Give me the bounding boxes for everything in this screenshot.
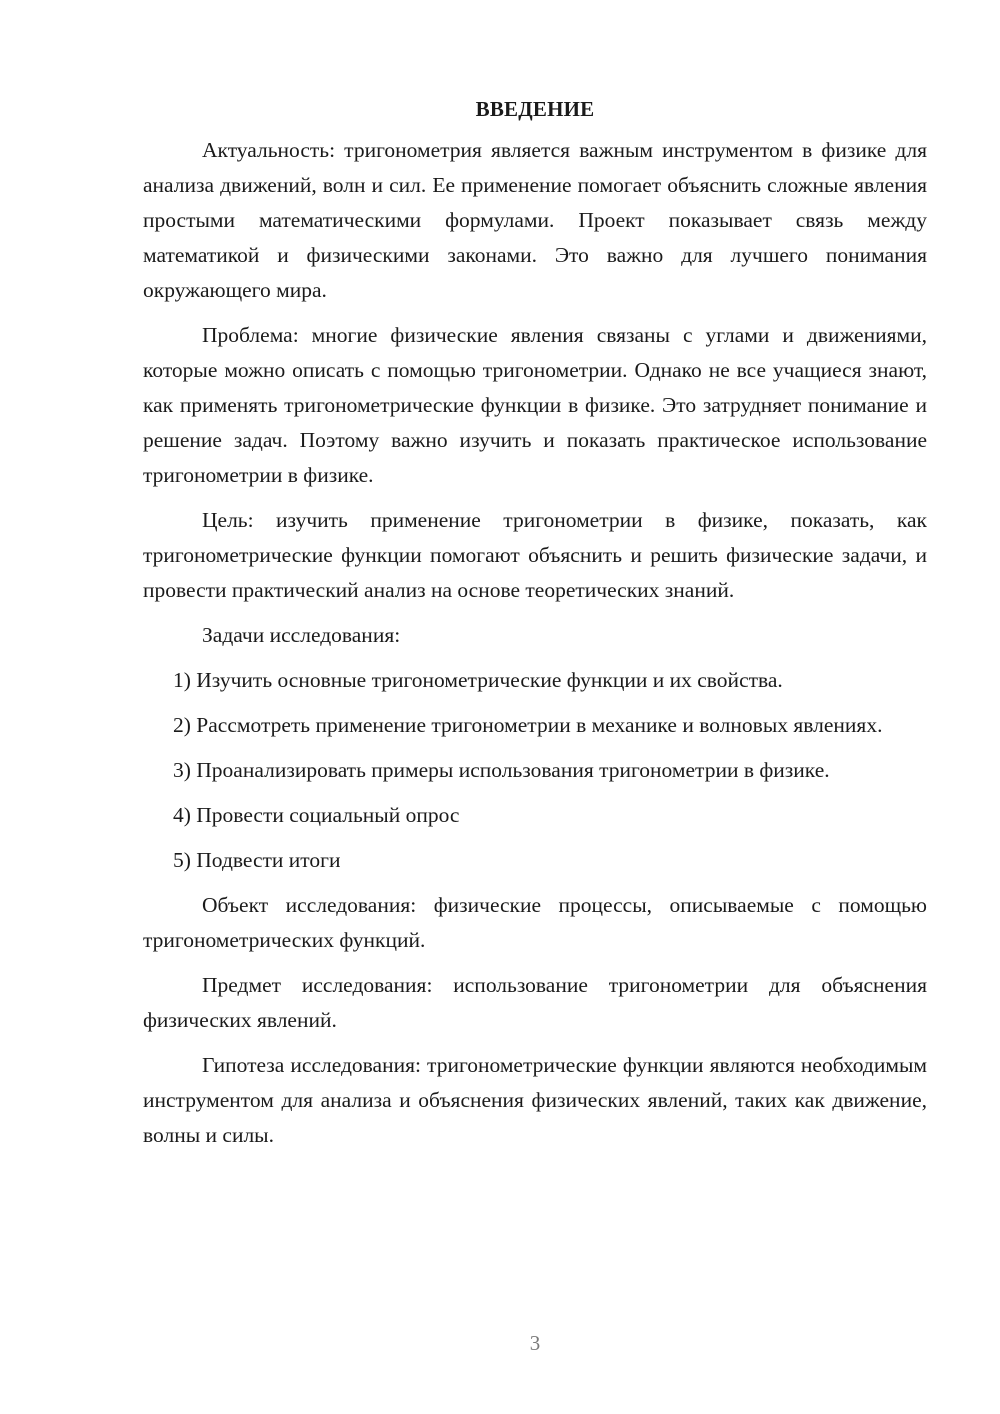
page-content <box>143 92 927 1163</box>
task-item-5: 5) Подвести итоги <box>173 848 341 872</box>
subject-paragraph: Предмет исследования: использование тригонометрии для объяснения физических явлений. <box>143 973 927 1032</box>
relevance-paragraph: Актуальность: тригонометрия является важным инструментом в физике для анализа движений, волн и сил. Ее применение помогает объяснить сложные явления простыми математическими формулами. Проект показывает связь между математикой и физическими законами. Это важно для лучшего понимания окружающего мира. <box>143 138 927 302</box>
problem-paragraph: Проблема: многие физические явления связаны с углами и движениями, которые можно описать с помощью тригонометрии. Однако не все учащиеся знают, как применять тригонометрические функции в физике. Это затрудняет понимание и решение задач. Поэтому важно изучить и показать практическое использование тригонометрии в физике. <box>143 323 927 487</box>
tasks-heading: Задачи исследования: <box>202 623 401 647</box>
task-item-1: 1) Изучить основные тригонометрические функции и их свойства. <box>173 668 783 692</box>
object-paragraph: Объект исследования: физические процессы, описываемые с помощью тригонометрических функций. <box>143 893 927 952</box>
task-item-4: 4) Провести социальный опрос <box>173 803 460 827</box>
task-item-2: 2) Рассмотреть применение тригонометрии в механике и волновых явлениях. <box>173 713 883 737</box>
task-item-3: 3) Проанализировать примеры использования тригонометрии в физике. <box>173 758 830 782</box>
section-heading: ВВЕДЕНИЕ <box>475 97 595 121</box>
hypothesis-paragraph: Гипотеза исследования: тригонометрические функции являются необходимым инструментом для анализа и объяснения физических явлений, таких как движение, волны и силы. <box>143 1053 927 1147</box>
page-number: 3 <box>529 1331 541 1355</box>
goal-paragraph: Цель: изучить применение тригонометрии в физике, показать, как тригонометрические функции помогают объяснить и решить физические задачи, и провести практический анализ на основе теоретических знаний. <box>143 508 927 602</box>
